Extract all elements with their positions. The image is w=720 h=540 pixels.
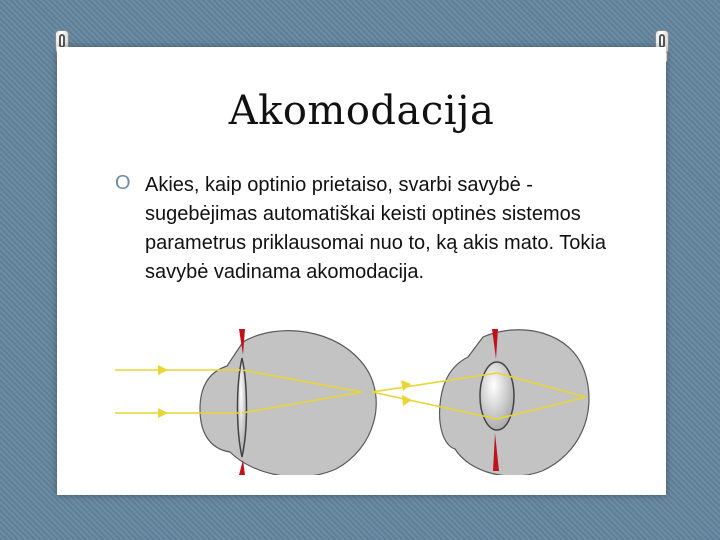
slide-title: Akomodacija [228, 88, 495, 134]
bullet-marker: O [115, 172, 131, 194]
ray-arrow-bottom-left [158, 408, 168, 418]
lens-left [238, 358, 247, 457]
eyeball-left [200, 331, 376, 475]
lens-right [480, 362, 514, 430]
ray-arrow-bottom-right [402, 395, 412, 406]
eye-near-vision [372, 329, 589, 475]
eye-distant-vision [115, 329, 376, 475]
ray-arrow-top-left [158, 365, 168, 375]
eye-accommodation-diagram [100, 325, 620, 475]
bullet-text: Akies, kaip optinio prietaiso, svarbi savybė - sugebėjimas automatiškai keisti optinės sistemos parametrus priklausomai nuo to, ką akis mato. Tokia savybė vadinama akomodacija. [145, 174, 606, 283]
